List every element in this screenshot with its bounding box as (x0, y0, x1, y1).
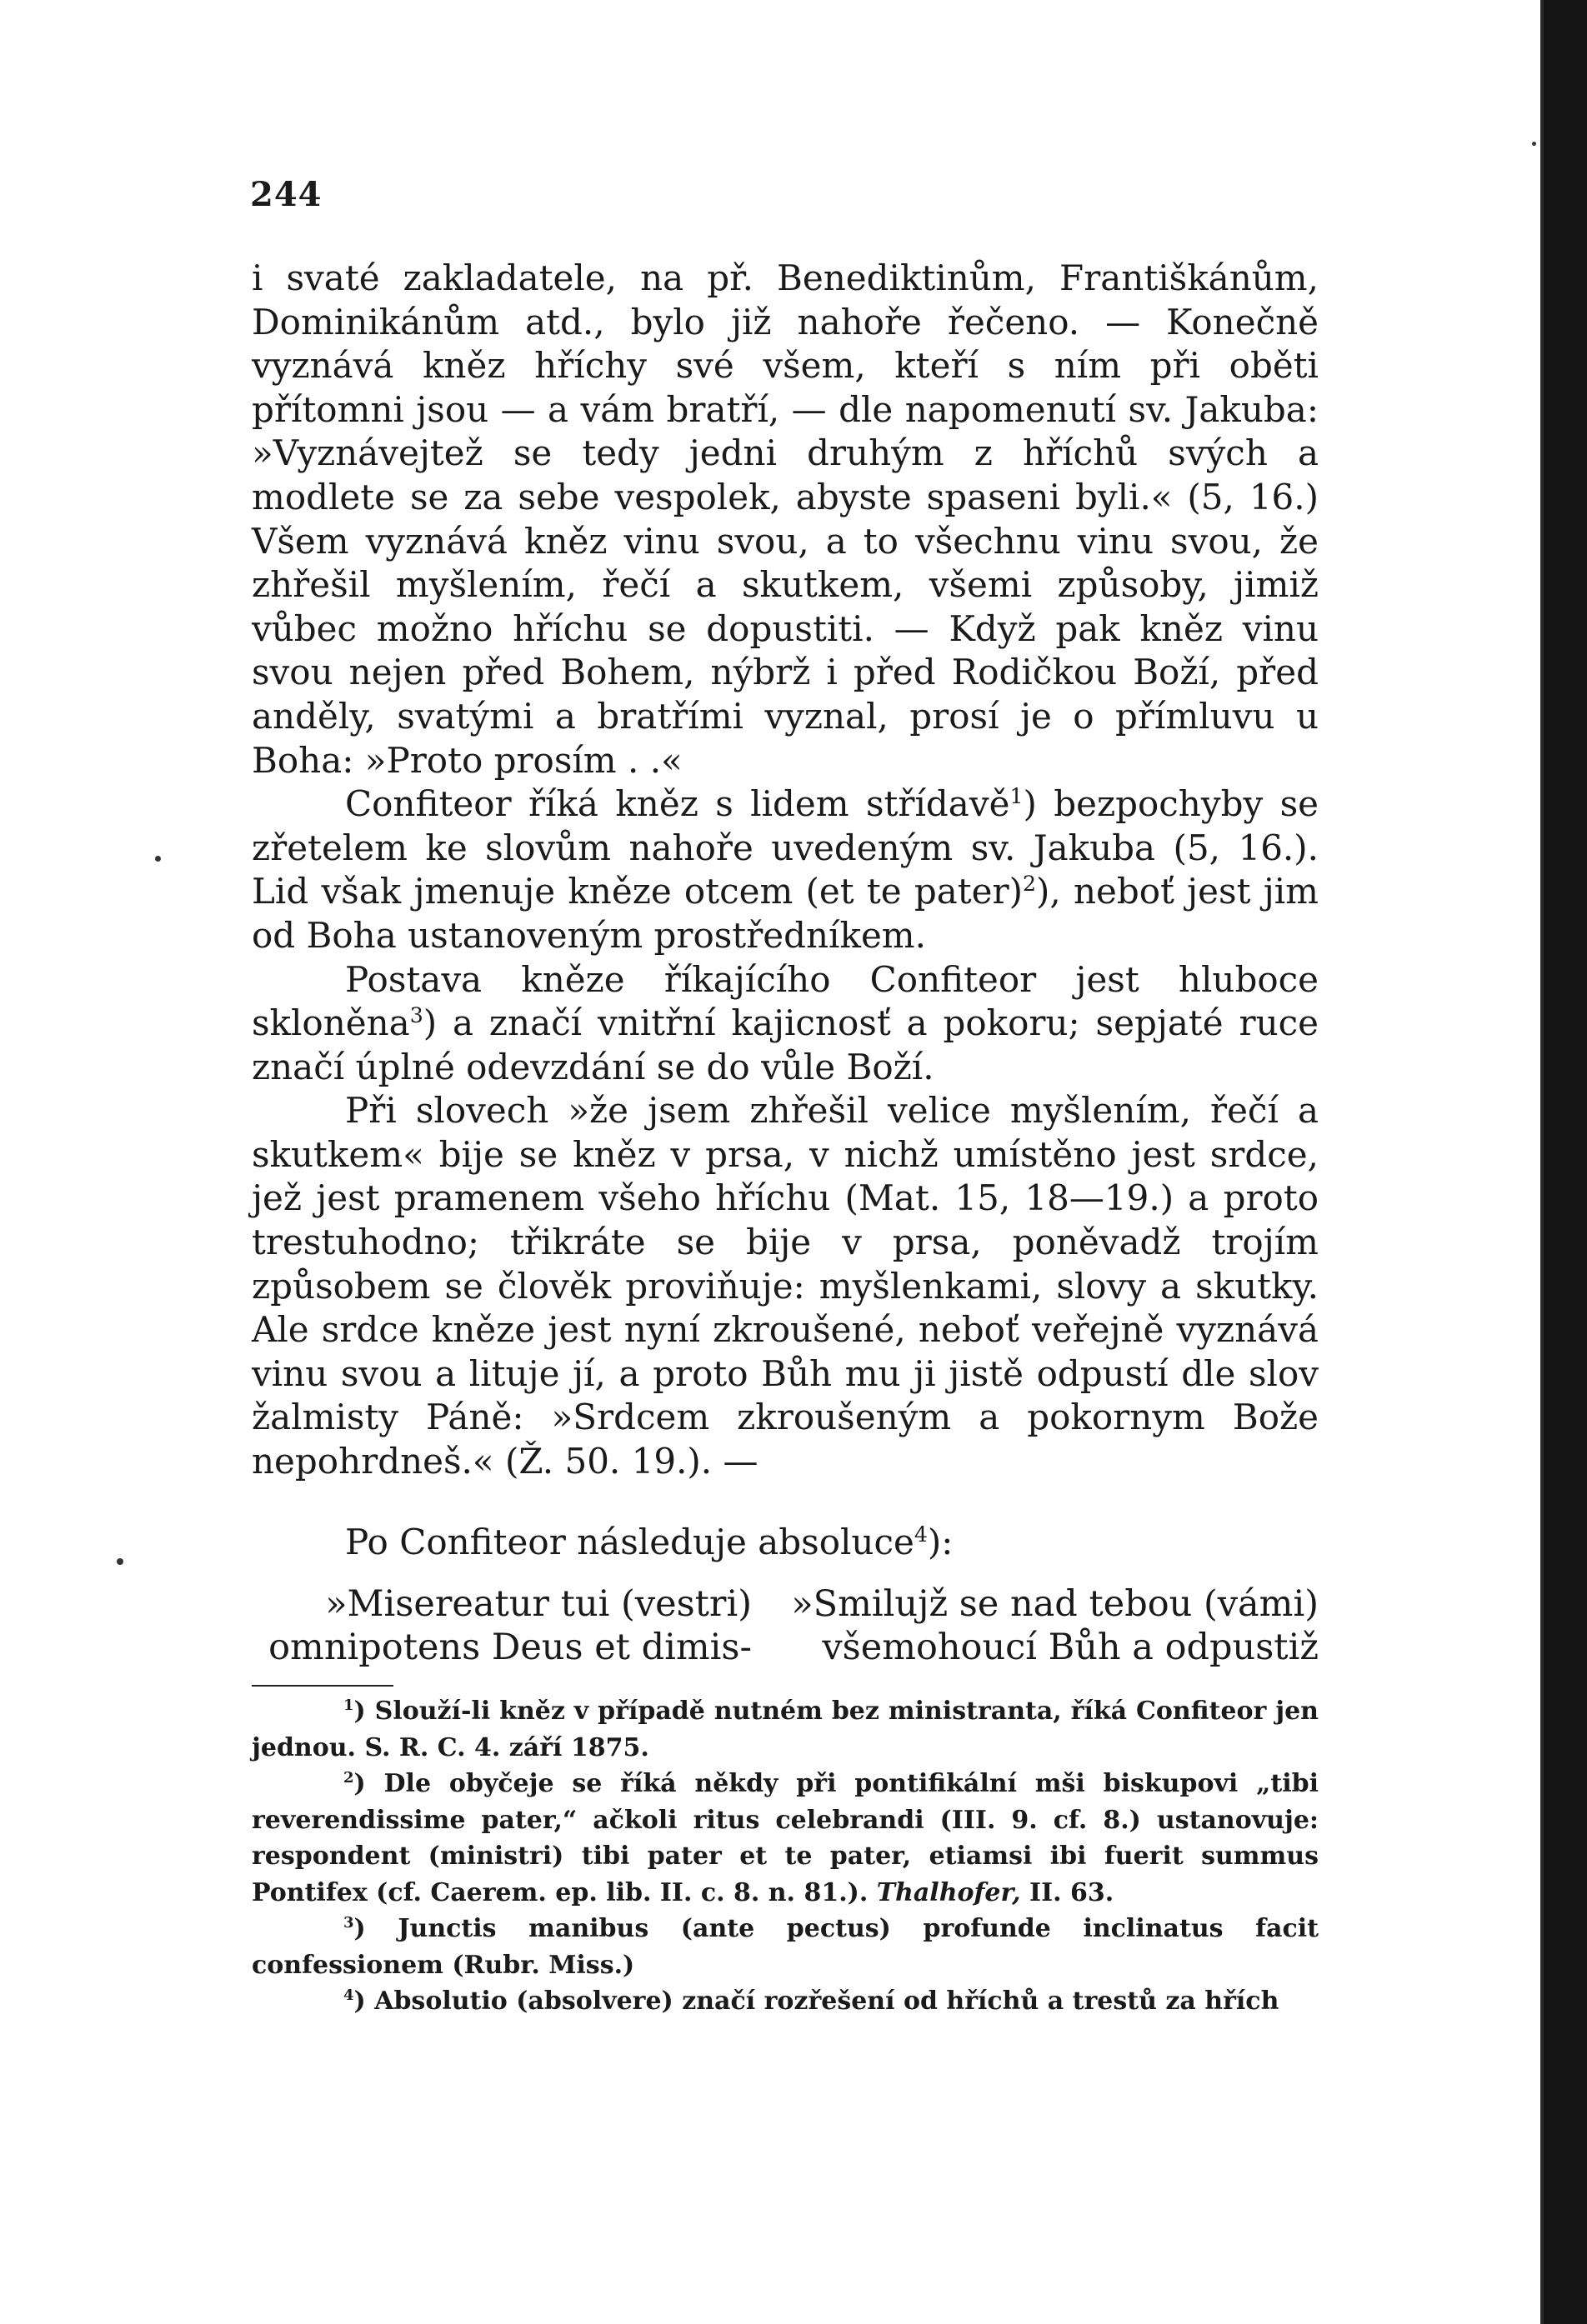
footnote-2-text: ) Dle obyčeje se říká někdy při pontifikální mši biskupovi „tibi reverendissime pater,“ ačkoli ritus celebrandi (III. 9. cf. 8.) ustanovuje: respondent (ministri) tibi pater et te pater, etiamsi ibi fuerit summus Pontifex (cf. Caerem. ep. lib. II. c. 8. n. 81.). (252, 1769, 1319, 1907)
czech-column (785, 1582, 1319, 1669)
footnote-1-text: ) Slouží-li kněz v případě nutném bez ministranta, říká Confiteor jen jednou. S. R. C. 4. září 1875. (252, 1697, 1319, 1762)
footnote-ref-3: 3 (409, 1003, 423, 1028)
czech-line-1: »Smilujž se nad tebou (vámi) (791, 1583, 1319, 1626)
latin-line-2: omnipotens Deus et dimis- (268, 1627, 752, 1669)
footnote-1-mark: 1 (343, 1697, 354, 1714)
liturgy-columns (252, 1582, 1319, 1669)
latin-column (252, 1582, 777, 1669)
footnote-3-mark: 3 (343, 1914, 354, 1932)
footnote-2-text-end: II. 63. (1020, 1877, 1114, 1907)
scan-border (1544, 0, 1587, 2324)
footnote-divider (252, 1685, 393, 1687)
page-number: 244 (250, 175, 323, 214)
paragraph-3-text-b: ) a značí vnitřní kajicnosť a pokoru; sepjaté ruce značí úplné odevzdání se do vůle Boží. (252, 1002, 1319, 1087)
footnote-2-mark: 2 (343, 1769, 354, 1787)
paragraph-5 (252, 1521, 1319, 1565)
footnote-2-author: Thalhofer, (876, 1877, 1021, 1907)
scan-speck (155, 856, 161, 862)
footnote-4-mark: 4 (343, 1987, 354, 2004)
paragraph-3 (252, 958, 1319, 1090)
footnote-ref-4: 4 (914, 1522, 928, 1547)
footnote-4 (252, 1983, 1319, 2020)
latin-line-1: »Misereatur tui (vestri) (325, 1583, 752, 1626)
main-text (252, 257, 1319, 1669)
paragraph-2-text-a: Confiteor říká kněz s lidem střídavě (345, 783, 1010, 825)
paragraph-5-text-b: ): (927, 1521, 954, 1562)
scan-border-edge (1540, 0, 1544, 2324)
footnote-1 (252, 1693, 1319, 1766)
footnote-ref-1: 1 (1009, 784, 1024, 809)
paragraph-3-text-a: Postava kněze říkajícího Confiteor jest hluboce skloněna (252, 958, 1319, 1044)
paragraph-2-text-c: ), neboť jest jim od Boha ustanoveným prostředníkem. (252, 871, 1319, 956)
footnote-ref-2: 2 (1022, 872, 1036, 897)
scan-speck (117, 1558, 123, 1565)
footnotes (252, 1693, 1319, 2020)
scan-speck (1532, 142, 1536, 146)
footnote-3-text: ) Junctis manibus (ante pectus) profunde inclinatus facit confessionem (Rubr. Miss.) (252, 1914, 1319, 1980)
paragraph-2-text-b: ) bezpochyby se zřetelem ke slovům nahoře uvedeným sv. Jakuba (5, 16.). Lid však jmenuje kněze otcem (et te pater) (252, 783, 1319, 912)
paragraph-4: Při slovech »že jsem zhřešil velice myšlením, řečí a skutkem« bije se kněz v prsa, v nichž umístěno jest srdce, jež jest pramenem všeho hříchu (Mat. 15, 18—19.) a proto trestuhodno; třikráte se bije v prsa, poněvadž trojím způsobem se člověk proviňuje: myšlenkami, slovy a skutky. Ale srdce kněze jest nyní zkroušené, neboť veřejně vyznává vinu svou a lituje jí, a proto Bůh mu ji jistě odpustí dle slov žalmisty Páně: »Srdcem zkroušeným a pokornym Bože nepohrdneš.« (Ž. 50. 19.). — (252, 1090, 1319, 1482)
footnote-2 (252, 1766, 1319, 1911)
paragraph-2 (252, 782, 1319, 957)
footnote-3 (252, 1911, 1319, 1983)
czech-line-2: všemohoucí Bůh a odpustiž (822, 1627, 1319, 1669)
footnote-4-text: ) Absolutio (absolvere) značí rozřešení od hříchů a trestů za hřích (353, 1987, 1279, 2016)
paragraph-5-text-a: Po Confiteor následuje absoluce (345, 1521, 914, 1562)
paragraph-1: i svaté zakladatele, na př. Benediktinům, Františkánům, Dominikánům atd., bylo již nahoře řečeno. — Konečně vyznává kněz hříchy své všem, kteří s ním při oběti přítomni jsou — a vám bratří, — dle napomenutí sv. Jakuba: »Vyznávejtež se tedy jedni druhým z hříchů svých a modlete se za sebe vespolek, abyste spaseni byli.« (5, 16.) Všem vyznává kněz vinu svou, a to všechnu vinu svou, že zhřešil myšlením, řečí a skutkem, všemi způsoby, jimiž vůbec možno hříchu se dopustiti. — Když pak kněz vinu svou nejen před Bohem, nýbrž i před Rodičkou Boží, před anděly, svatými a bratřími vyznal, prosí je o přímluvu u Boha: »Proto prosím . .« (252, 257, 1319, 781)
